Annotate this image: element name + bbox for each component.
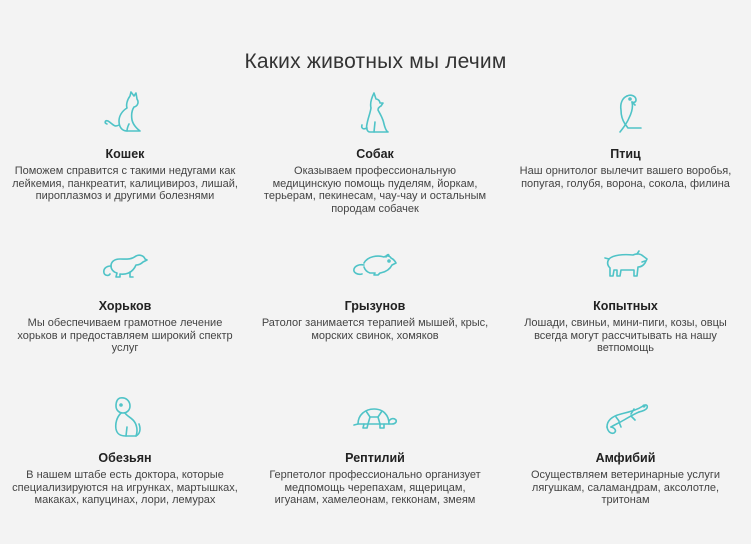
card-title: Кошек — [105, 147, 145, 161]
dog-icon — [347, 88, 403, 138]
card-monkeys — [0, 392, 250, 544]
card-ungulates — [500, 240, 751, 392]
card-desc: Осуществляем ветеринарные услуги лягушкам, саламандрам, аксолотле, тритонам — [530, 469, 721, 507]
card-desc: Мы обеспечиваем грамотное лечение хорьков и предоставляем широкий спектр услуг — [17, 317, 233, 355]
parrot-icon — [598, 88, 654, 138]
card-birds — [500, 88, 751, 240]
ferret-icon — [97, 240, 153, 290]
card-title: Птиц — [610, 147, 641, 161]
card-reptiles — [250, 392, 500, 544]
card-desc: Оказываем профессиональную медицинскую помощь пуделям, йоркам, терьерам, пекинесам, чау-чау и остальным породам собачек — [263, 165, 487, 215]
card-title: Хорьков — [98, 299, 152, 313]
cat-icon — [97, 88, 153, 138]
card-desc: Ратолог занимается терапией мышей, крыс, морских свинок, хомяков — [261, 317, 489, 342]
card-desc: Лошади, свиньи, мини-пиги, козы, овцы всегда могут рассчитывать на нашу ветпомощь — [524, 317, 727, 355]
card-title: Копытных — [593, 299, 658, 313]
card-desc: Герпетолог профессионально организует медпомощь черепахам, ящерицам, игуанам, хамелеонам, гекконам, змеям — [269, 469, 481, 507]
card-dogs — [250, 88, 500, 240]
monkey-icon — [97, 392, 153, 442]
turtle-icon — [347, 392, 403, 442]
card-desc: Наш орнитолог вылечит вашего воробья, попугая, голубя, ворона, сокола, филина — [519, 165, 732, 190]
card-amphibians — [500, 392, 751, 544]
card-desc: В нашем штабе есть доктора, которые специализируются на игрунках, мартышках, макаках, капуцинах, лори, лемурах — [12, 469, 238, 507]
card-desc: Поможем справится с такими недугами как лейкемия, панкреатит, калицивироз, лишай, пироплазмоз и другими болезнями — [12, 165, 238, 203]
card-title: Грызунов — [344, 299, 406, 313]
animals-grid — [0, 88, 751, 544]
card-title: Собак — [356, 147, 394, 161]
card-title: Рептилий — [345, 451, 405, 465]
section-title: Каких животных мы лечим — [244, 50, 507, 73]
card-rodents — [250, 240, 500, 392]
boar-icon — [598, 240, 654, 290]
lizard-icon — [598, 392, 654, 442]
card-cats — [0, 88, 250, 240]
card-title: Обезьян — [98, 451, 152, 465]
card-title: Амфибий — [595, 451, 656, 465]
rodent-icon — [347, 240, 403, 290]
card-ferrets — [0, 240, 250, 392]
